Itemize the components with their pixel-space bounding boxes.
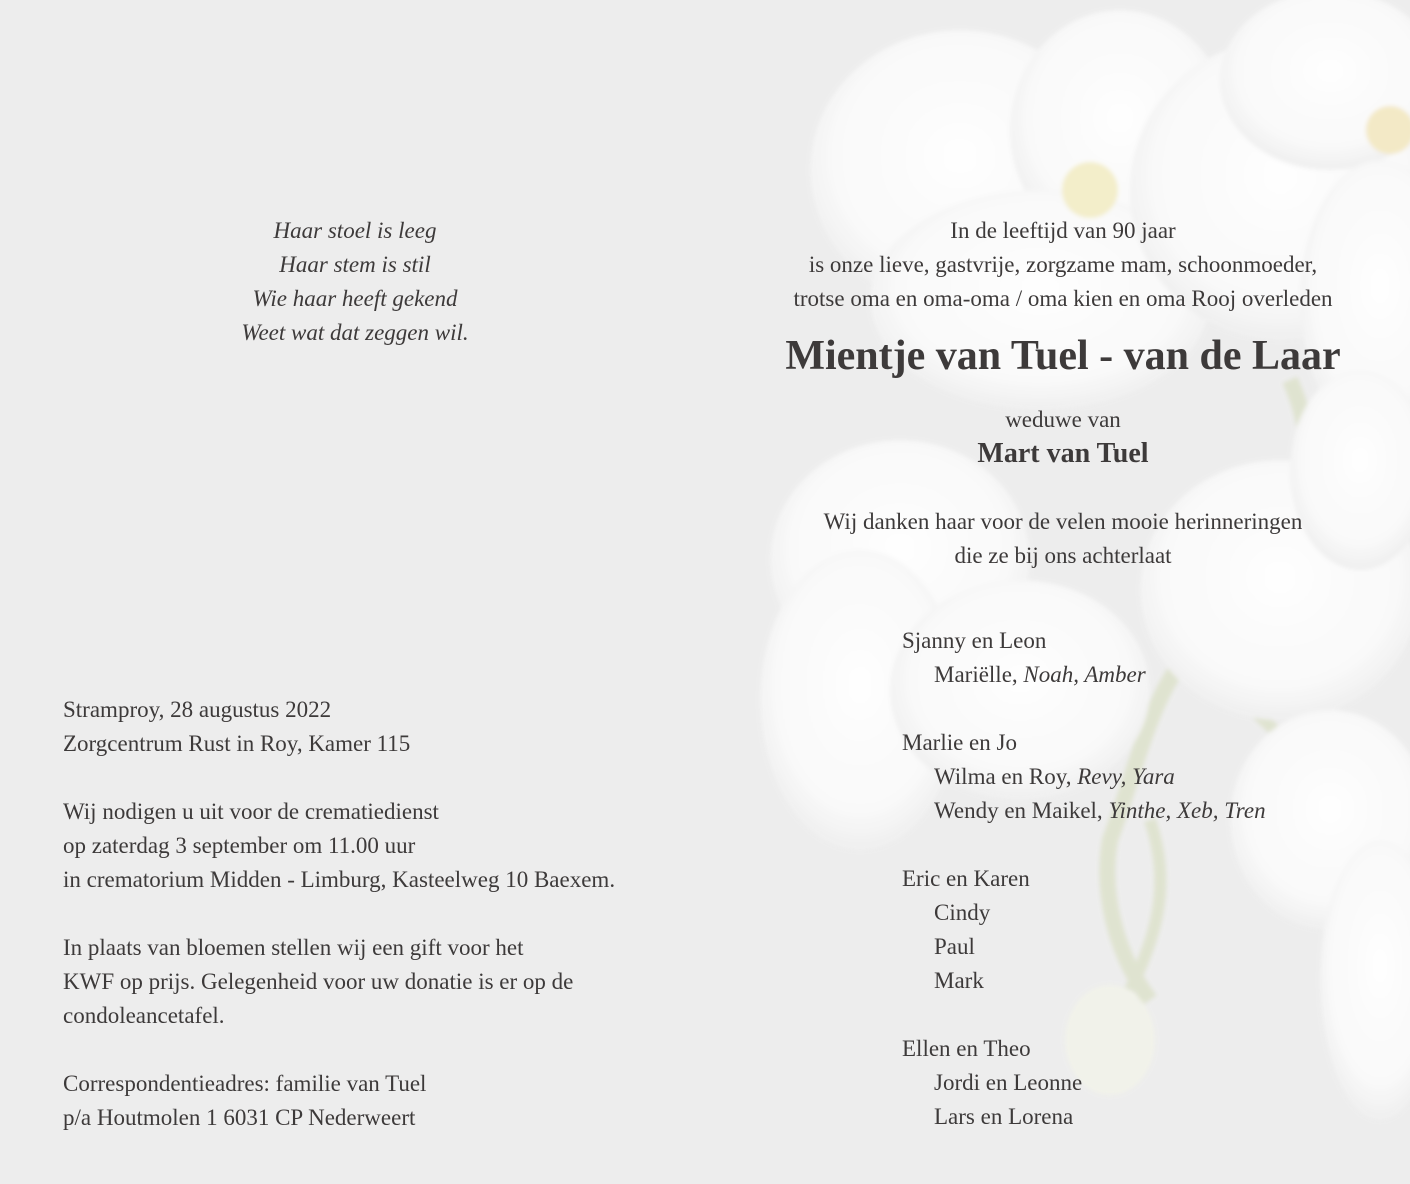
place-date: Stramproy, 28 augustus 2022 xyxy=(63,697,332,722)
grandchildren: Noah, Amber xyxy=(1023,662,1146,687)
child-name: Wilma en Roy, xyxy=(934,764,1078,789)
service-details xyxy=(63,693,703,1135)
donation-line: KWF op prijs. Gelegenheid voor uw donatie is er op de xyxy=(63,969,574,994)
family-parent: Ellen en Theo xyxy=(902,1036,1031,1061)
description-line: is onze lieve, gastvrije, zorgzame mam, schoonmoeder, xyxy=(808,252,1318,277)
invitation-line: Wij nodigen u uit voor de crematiedienst xyxy=(63,799,439,824)
family-child xyxy=(902,794,1402,828)
grandchildren: Revy, Yara xyxy=(1077,764,1175,789)
grandchildren: Yinthe, Xeb, Tren xyxy=(1108,798,1266,823)
correspondence-address: Correspondentieadres: familie van Tuel xyxy=(63,1071,427,1096)
thanks-line: die ze bij ons achterlaat xyxy=(954,543,1172,568)
announcement xyxy=(716,214,1410,573)
age-line: In de leeftijd van 90 jaar xyxy=(950,218,1176,243)
death-location: Zorgcentrum Rust in Roy, Kamer 115 xyxy=(63,731,411,756)
donation-line: In plaats van bloemen stellen wij een gift voor het xyxy=(63,935,524,960)
family-parent: Eric en Karen xyxy=(902,866,1030,891)
poem xyxy=(155,214,555,350)
family-parent: Sjanny en Leon xyxy=(902,628,1047,653)
family-parent: Marlie en Jo xyxy=(902,730,1017,755)
family-child: Lars en Lorena xyxy=(934,1104,1074,1129)
family-list xyxy=(902,624,1402,1134)
family-child xyxy=(902,760,1402,794)
poem-line: Haar stoel is leeg xyxy=(273,218,437,243)
poem-line: Wie haar heeft gekend xyxy=(252,286,458,311)
invitation-line: in crematorium Midden - Limburg, Kasteelweg 10 Baexem. xyxy=(63,867,616,892)
poem-line: Haar stem is stil xyxy=(279,252,431,277)
deceased-name: Mientje van Tuel - van de Laar xyxy=(785,333,1341,379)
husband-name: Mart van Tuel xyxy=(977,438,1149,469)
family-child xyxy=(902,658,1402,692)
description-line: trotse oma en oma-oma / oma kien en oma Rooj overleden xyxy=(793,286,1333,311)
widow-of-label: weduwe van xyxy=(1005,407,1121,432)
family-child: Paul xyxy=(934,934,975,959)
correspondence-address: p/a Houtmolen 1 6031 CP Nederweert xyxy=(63,1105,416,1130)
family-child: Jordi en Leonne xyxy=(934,1070,1083,1095)
child-name: Wendy en Maikel, xyxy=(934,798,1109,823)
poem-line: Weet wat dat zeggen wil. xyxy=(241,320,469,345)
thanks-line: Wij danken haar voor de velen mooie herinneringen xyxy=(823,509,1303,534)
child-name: Mariëlle, xyxy=(934,662,1024,687)
donation-line: condoleancetafel. xyxy=(63,1003,225,1028)
invitation-line: op zaterdag 3 september om 11.00 uur xyxy=(63,833,416,858)
family-child: Mark xyxy=(934,968,984,993)
family-child: Cindy xyxy=(934,900,991,925)
